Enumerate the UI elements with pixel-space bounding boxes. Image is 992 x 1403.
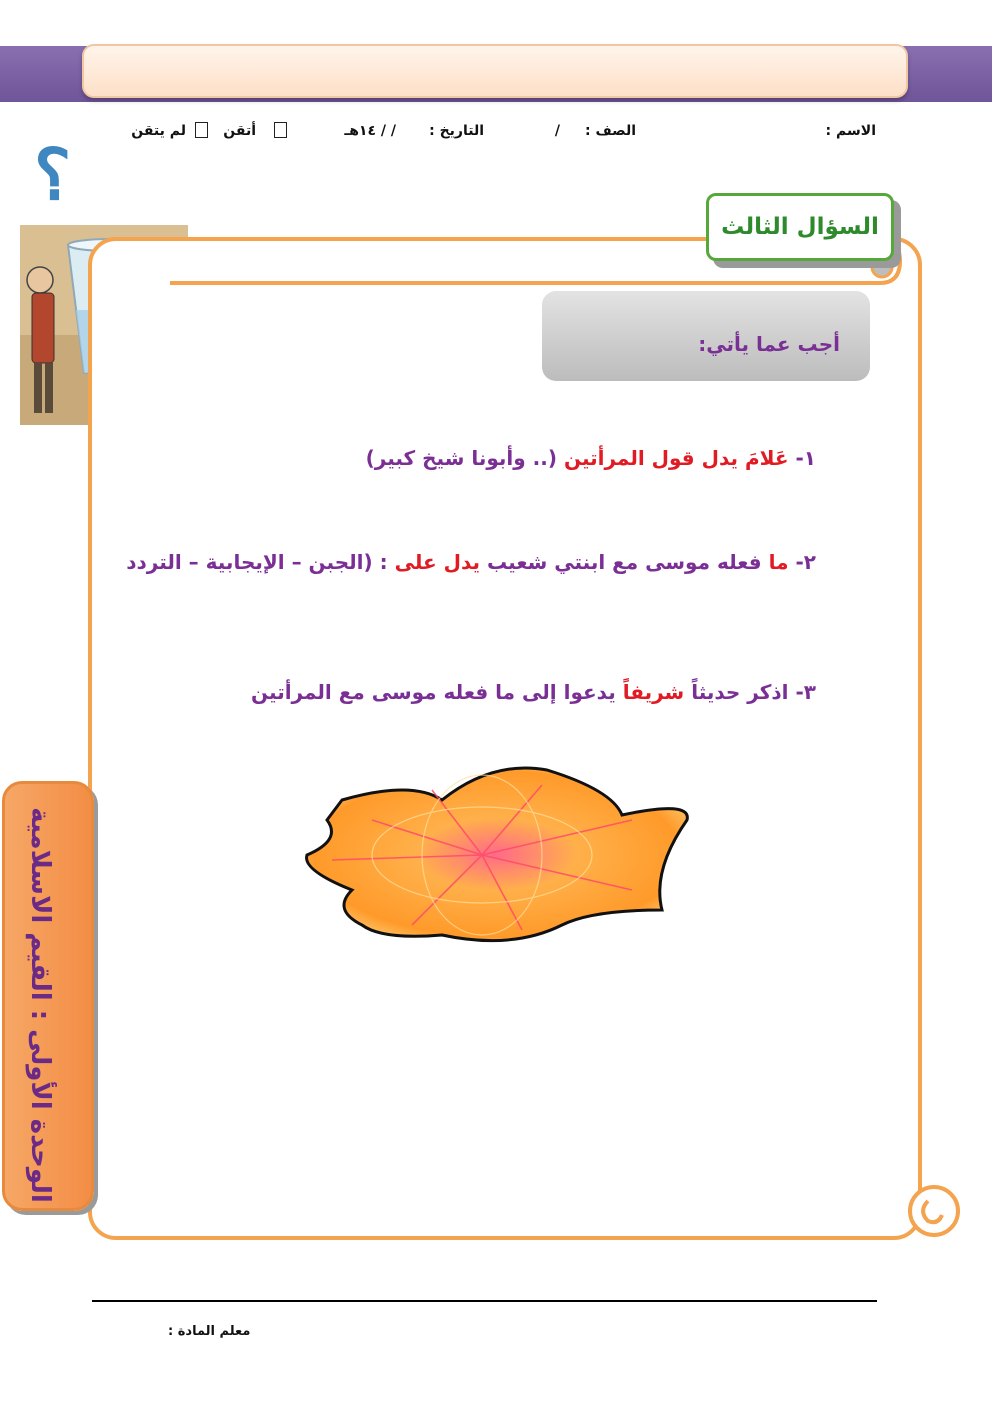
question-2-purple-1: فعله موسى مع ابنتي شعيب [487, 550, 762, 574]
question-3-number: ٣- [795, 680, 816, 704]
scroll-bottom-curl [906, 1183, 962, 1239]
question-1-number: ١- [795, 446, 816, 470]
top-banner-bar [82, 44, 908, 98]
date-value: / / ١٤هـ [344, 123, 396, 139]
question-title: السؤال الثالث [721, 214, 879, 240]
question-2-red-1: ما [768, 550, 789, 574]
not-mastered-label: لم يتقن [131, 123, 186, 139]
question-3-purple-2: يدعوا إلى ما فعله موسى مع المرأتين [251, 680, 616, 704]
mastered-label: أتقن [223, 123, 256, 139]
not-mastered-checkbox[interactable] [195, 122, 208, 138]
flower-decoration [292, 760, 712, 945]
question-1-purple: (.. وأبونا شيخ كبير) [365, 446, 557, 470]
question-title-box [706, 193, 894, 261]
question-2-purple-2: : (الجبن – الإيجابية – التردد [126, 550, 388, 574]
question-3-red: شريفاً [622, 680, 685, 704]
question-1 [366, 446, 816, 470]
question-mark-icon: ؟ [34, 133, 72, 216]
question-frame [88, 237, 922, 1240]
question-2-number: ٢- [795, 550, 816, 574]
unit-side-label: الوحدة الأولى : القيم الاسلامية [25, 807, 55, 1203]
question-2-red-2: يدل على [394, 550, 481, 574]
question-3 [251, 680, 816, 704]
class-separator: / [554, 123, 560, 139]
instruction-text: أجب عما يأتي: [698, 332, 840, 356]
mastered-checkbox[interactable] [274, 122, 287, 138]
question-3-purple-1: اذكر حديثاً [691, 680, 789, 704]
date-label: التاريخ : [429, 123, 484, 139]
footer-divider [92, 1300, 877, 1302]
teacher-label: معلم المادة : [168, 1324, 251, 1339]
question-2 [126, 550, 816, 574]
name-label: الاسم : [825, 123, 876, 139]
class-label: الصف : [585, 123, 636, 139]
question-1-red: عَلامَ يدل قول المرأتين [563, 446, 789, 470]
